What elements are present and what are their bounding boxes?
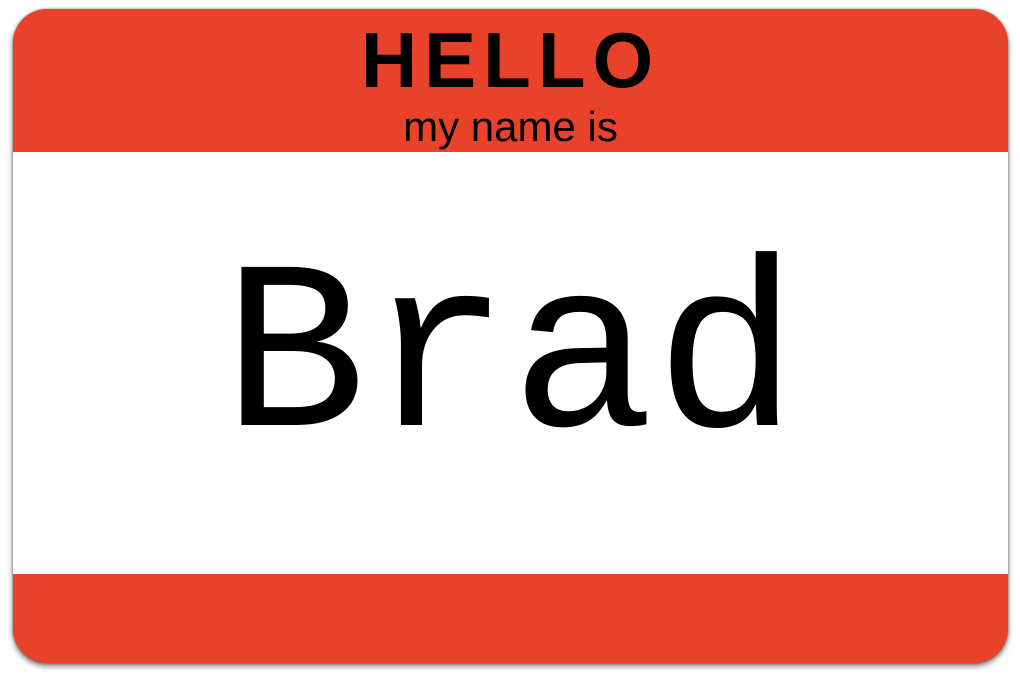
greeting-title: HELLO: [360, 16, 661, 104]
header-band: [13, 9, 1008, 152]
footer-band: [13, 574, 1008, 663]
name-area: [13, 152, 1008, 574]
name-tag: [13, 9, 1008, 663]
greeting-subtitle: my name is: [403, 103, 618, 150]
written-name: Brad: [222, 226, 799, 498]
